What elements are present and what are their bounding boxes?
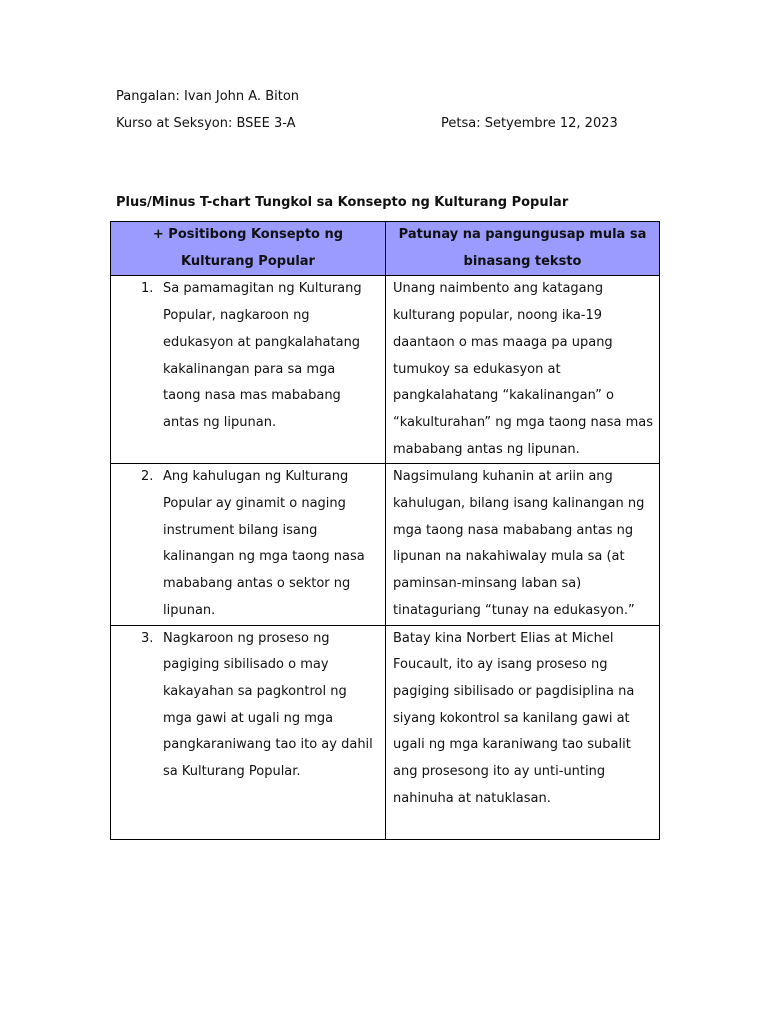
- positive-concept-cell: [111, 625, 386, 839]
- student-name: Pangalan: Ivan John A. Biton: [116, 89, 300, 104]
- positive-concept-text: Nagkaroon ng proseso ng pagiging sibilisado o may kakayahan sa pagkontrol ng mga gawi at ugali ng mga pangkaraniwang tao ito ay dahil sa Kulturang Popular.: [163, 630, 373, 780]
- proof-cell: [386, 625, 660, 839]
- proof-text: Nagsimulang kuhanin at ariin ang kahulugan, bilang isang kalinangan ng mga taong nasa mababang antas ng lipunan na nakahiwalay mula sa (at paminsan-minsang laban sa) tinataguriang “tunay na edukasyon.”: [393, 469, 645, 618]
- table-row: [111, 276, 660, 464]
- positive-concept-cell: [111, 276, 386, 464]
- positive-concept-text: Ang kahulugan ng Kulturang Popular ay ginamit o naging instrument bilang isang kalinangan ng mga taong nasa mababang antas o sektor ng lipunan.: [163, 469, 365, 618]
- positive-concept-text: Sa pamamagitan ng Kulturang Popular, nagkaroon ng edukasyon at pangkalahatang kakalinangan para sa mga taong nasa mas mababang antas ng lipunan.: [163, 281, 362, 430]
- t-chart-table: [110, 221, 660, 840]
- header-proof-sentence: Patunay na pangungusap mula sa binasang teksto: [386, 222, 660, 276]
- proof-cell: [386, 464, 660, 625]
- table-row: [111, 625, 660, 839]
- proof-text: Batay kina Norbert Elias at Michel Foucault, ito ay isang proseso ng pagiging sibilisado or pagdisiplina na siyang kokontrol sa kanilang gawi at ugali ng mga karaniwang tao subalit ang prosesong ito ay unti-unting nahinuha at natuklasan.: [393, 630, 635, 806]
- header-positive-concept: + Positibong Konsepto ng Kulturang Popular: [111, 222, 386, 276]
- proof-cell: [386, 276, 660, 464]
- positive-concept-cell: [111, 464, 386, 625]
- item-number: 3.: [141, 630, 154, 646]
- proof-text: Unang naimbento ang katagang kulturang popular, noong ika-19 daantaon o mas maaga pa upang tumukoy sa edukasyon at pangkalahatang “kakalinangan” o “kakulturahan” ng mga taong nasa mas mababang antas ng lipunan.: [393, 281, 653, 457]
- date: Petsa: Setyembre 12, 2023: [441, 116, 618, 131]
- document-title: Plus/Minus T-chart Tungkol sa Konsepto ng Kulturang Popular: [116, 195, 569, 210]
- item-number: 2.: [141, 469, 154, 485]
- table-header-row: [111, 222, 660, 276]
- item-number: 1.: [141, 281, 154, 297]
- course-section: Kurso at Seksyon: BSEE 3-A: [116, 116, 296, 131]
- table-row: [111, 464, 660, 625]
